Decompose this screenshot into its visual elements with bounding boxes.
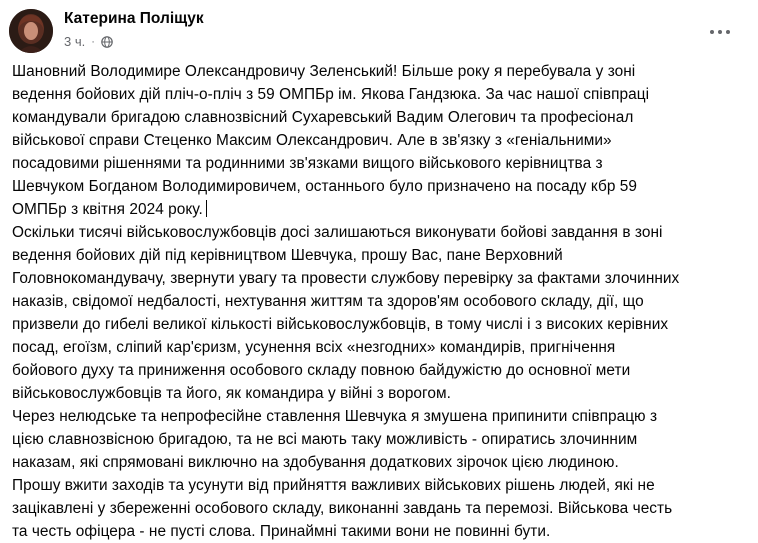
post-line: цією славнозвісною бригадою, та не всі мають таку можливість - опиратись злочинним	[12, 431, 638, 448]
post-line: наказів, свідомої недбалості, нехтування життям та здоров'ям особового складу, дії, що	[12, 293, 644, 310]
more-options-button[interactable]	[702, 14, 738, 50]
more-dot	[718, 30, 722, 34]
post-meta	[64, 34, 113, 49]
post-line: Оскільки тисячі військовослужбовців досі залишаються виконувати бойові завдання в зоні	[12, 224, 663, 241]
post-line: бойового духу та приниження особового складу повною байдужістю до основної мети	[12, 362, 631, 379]
post-line-with-caret	[12, 198, 750, 221]
text-caret	[206, 200, 207, 217]
post-line: Головнокомандувачу, звернути увагу та провести службову перевірку за фактами злочинних	[12, 270, 680, 287]
meta-separator: ·	[91, 35, 95, 48]
post-line: військовослужбовців та його, як командира у війні з ворогом.	[12, 385, 451, 402]
globe-icon[interactable]	[101, 36, 113, 48]
post-line: Прошу вжити заходів та усунути від прийняття важливих військових рішень людей, які не	[12, 477, 655, 494]
post-text	[12, 60, 750, 543]
post-line: військової справи Стеценко Максим Олександрович. Але в зв'язку з «геніальними»	[12, 132, 612, 149]
post-line: зацікавлені у збереженні особового складу, виконанні завдань та перемозі. Військова честь	[12, 500, 673, 517]
post-line: посадовими рішеннями та родинними зв'язками вищого військового керівництва з	[12, 155, 603, 172]
post-line: призвели до гибелі великої кількості військовослужбовців, в тому числі і з високих керівних	[12, 316, 669, 333]
post-line: ведення бойових дій під керівництвом Шевчука, прошу Вас, пане Верховний	[12, 247, 563, 264]
avatar-photo	[9, 9, 53, 53]
author-name[interactable]: Катерина Поліщук	[64, 10, 204, 27]
post-line: посад, егоїзм, сліпий кар'єризм, усунення всіх «незгодних» командирів, пригнічення	[12, 339, 616, 356]
post-line: наказам, які спрямовані виключно на здобування додаткових зірочок цією людиною.	[12, 454, 619, 471]
post-time[interactable]: 3 ч.	[64, 34, 86, 49]
post-line: Шановний Володимире Олександровичу Зеленський! Більше року я перебувала у зоні	[12, 63, 636, 80]
post-line: Через нелюдське та непрофесійне ставлення Шевчука я змушена припинити співпрацю з	[12, 408, 658, 425]
post-line: ОМПБр з квітня 2024 року.	[12, 201, 203, 218]
more-dot	[726, 30, 730, 34]
post-header	[0, 0, 758, 62]
more-horizontal-icon	[710, 30, 714, 34]
post-line: ведення бойових дій пліч-о-пліч з 59 ОМПБр ім. Якова Гандзюка. За час нашої співпраці	[12, 86, 650, 103]
post-line: Шевчуком Богданом Володимировичем, останнього було призначено на посаду кбр 59	[12, 178, 638, 195]
avatar[interactable]	[9, 9, 53, 53]
post-line: та честь офіцера - не пусті слова. Принаймні такими вони не повинні бути.	[12, 523, 551, 540]
post-line: командували бригадою славнозвісний Сухаревський Вадим Олегович та професіонал	[12, 109, 634, 126]
